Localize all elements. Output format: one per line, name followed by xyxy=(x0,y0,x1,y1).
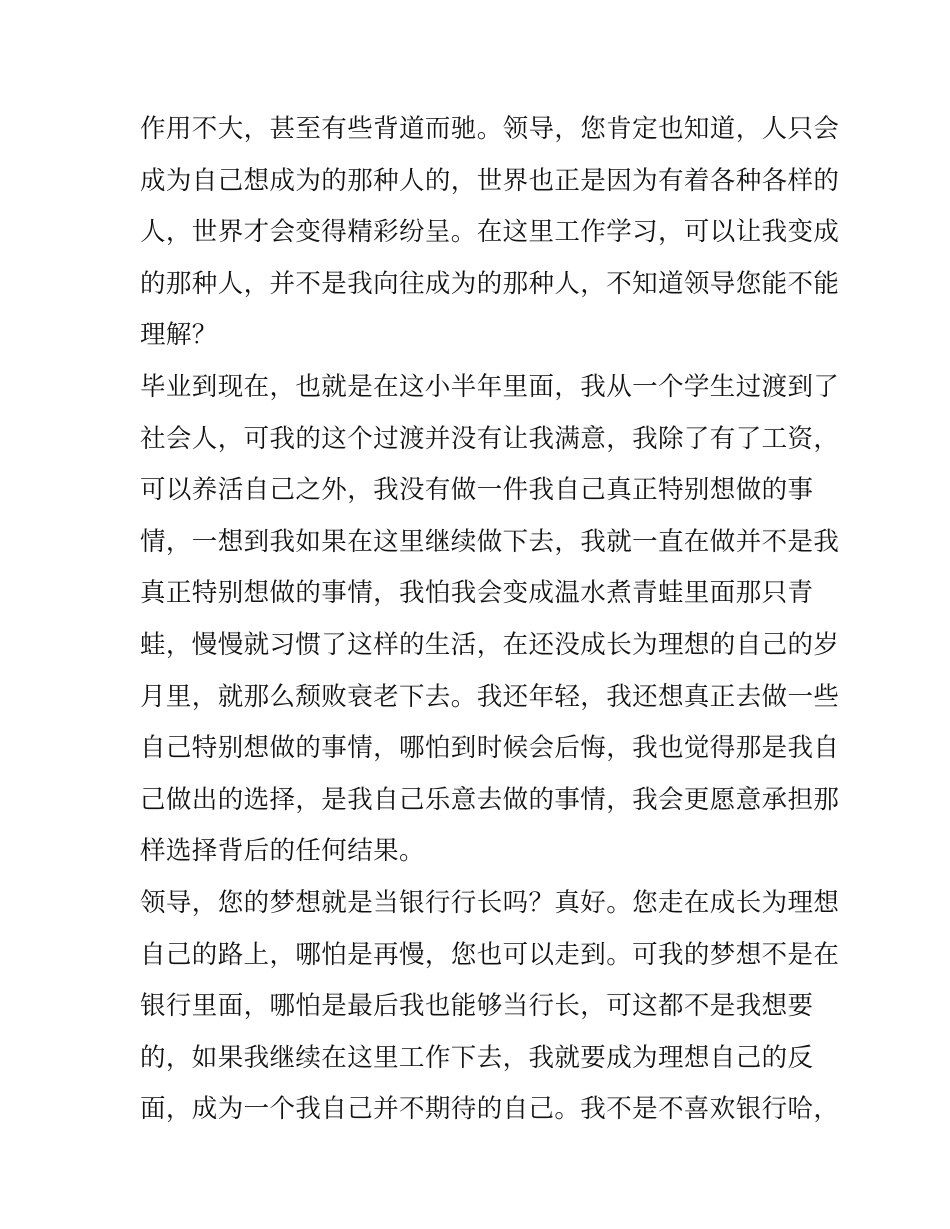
text-line: 月里，就那么颓败衰老下去。我还年轻，我还想真正去做一些 xyxy=(140,681,840,712)
text-line: 理解？ xyxy=(140,320,218,351)
text-line: 领导，您的梦想就是当银行行长吗？真好。您走在成长为理想 xyxy=(140,887,840,918)
text-line: 真正特别想做的事情，我怕我会变成温水煮青蛙里面那只青 xyxy=(140,578,814,609)
text-line: 自己特别想做的事情，哪怕到时候会后悔，我也觉得那是我自 xyxy=(140,733,840,764)
text-line: 己做出的选择，是我自己乐意去做的事情，我会更愿意承担那 xyxy=(140,784,840,815)
text-line: 可以养活自己之外，我没有做一件我自己真正特别想做的事 xyxy=(140,475,814,506)
text-line: 面，成为一个我自己并不期待的自己。我不是不喜欢银行哈， xyxy=(140,1094,840,1125)
text-line: 自己的路上，哪怕是再慢，您也可以走到。可我的梦想不是在 xyxy=(140,939,840,970)
text-line: 毕业到现在，也就是在这小半年里面，我从一个学生过渡到了 xyxy=(140,371,840,402)
text-line: 银行里面，哪怕是最后我也能够当行长，可这都不是我想要 xyxy=(140,991,814,1022)
text-line: 样选择背后的任何结果。 xyxy=(140,836,425,867)
text-line: 情，一想到我如果在这里继续做下去，我就一直在做并不是我 xyxy=(140,526,840,557)
text-line: 蛙，慢慢就习惯了这样的生活，在还没成长为理想的自己的岁 xyxy=(140,629,840,660)
text-line: 社会人，可我的这个过渡并没有让我满意，我除了有了工资， xyxy=(140,423,840,454)
text-line: 作用不大，甚至有些背道而驰。领导，您肯定也知道，人只会 xyxy=(140,114,840,144)
text-line: 的，如果我继续在这里工作下去，我就要成为理想自己的反 xyxy=(140,1042,814,1073)
text-line: 的那种人，并不是我向往成为的那种人，不知道领导您能不能 xyxy=(140,268,840,299)
body-text xyxy=(140,104,840,1136)
text-line: 成为自己想成为的那种人的，世界也正是因为有着各种各样的 xyxy=(140,165,840,196)
text-line: 人，世界才会变得精彩纷呈。在这里工作学习，可以让我变成 xyxy=(140,217,840,248)
